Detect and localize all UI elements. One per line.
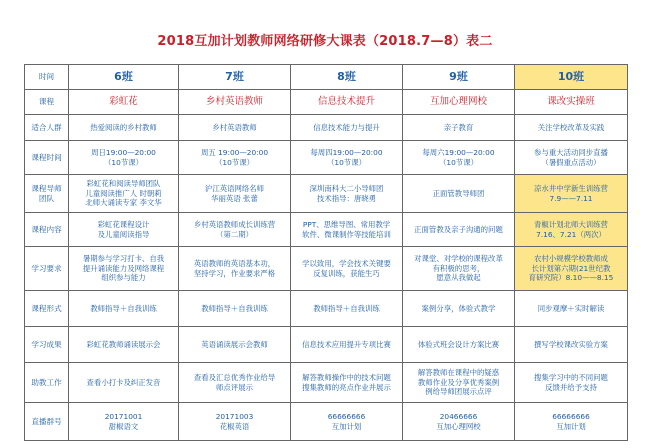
requirements-9 [403, 247, 515, 291]
requirements-6 [69, 247, 179, 291]
class-6: 6班 [69, 65, 179, 90]
requirement-line: 有积极的思考， [432, 263, 485, 273]
group-7 [179, 403, 291, 441]
row-label-line: 课程导师 [31, 183, 62, 193]
group-name: 花椒英语 [219, 421, 250, 431]
group-number: 66666666 [327, 412, 366, 422]
requirement-line: 对课堂、对学校的课程改革 [414, 254, 503, 264]
requirement-line: 育研究院）8.10——8.15 [528, 273, 614, 283]
row-label-schedule: 课程时间 [25, 141, 69, 175]
schedule-line: 周五 19:00—20:00 [200, 148, 269, 158]
class-10: 10班 [515, 65, 628, 90]
table-row [25, 403, 628, 441]
assistant-10 [515, 363, 628, 403]
group-name: 互加心理网校 [436, 421, 481, 431]
mentor-line: 华丽英语 张蕾 [211, 193, 258, 203]
requirement-line: 愿意从我做起 [436, 273, 481, 283]
schedule-8 [291, 141, 403, 175]
schedule-9 [403, 141, 515, 175]
content-8 [291, 213, 403, 247]
page-title: 2018互加计划教师网络研修大课表（2018.7—8）表二 [157, 34, 493, 49]
assistant-line: 教师作业及分享优秀案例 [417, 377, 500, 387]
schedule-line: 每周四19:00—20:00 [310, 148, 383, 158]
table-row [25, 90, 628, 115]
schedule-line: 周日19:00—20:00 [91, 148, 156, 158]
audience-9: 亲子教育 [403, 115, 515, 141]
class-9: 9班 [403, 65, 515, 90]
schedule-line: （10节课） [215, 157, 254, 167]
content-line: 软件、微课制作等技能培训 [302, 229, 391, 239]
format-10: 同步观摩＋实时解读 [515, 291, 628, 327]
schedule-line: （10节课） [327, 157, 366, 167]
row-label-audience: 适合人群 [25, 115, 69, 141]
mentor-line: 深圳南科大二小导师团 [309, 184, 384, 194]
mentors-6 [69, 175, 179, 213]
class-7: 7班 [179, 65, 291, 90]
schedule-table [24, 64, 628, 441]
table-row [25, 175, 628, 213]
assistant-line: 搜集教师的亮点作业并展示 [302, 382, 391, 392]
group-name: 甜椒语文 [108, 421, 139, 431]
content-line: 正面管教及亲子沟通的问题 [414, 224, 503, 234]
outcome-10: 撰写学校课改实验方案 [515, 327, 628, 363]
content-7 [179, 213, 291, 247]
schedule-6 [69, 141, 179, 175]
assistant-line: 查看及汇总优秀作业给导 [193, 373, 276, 383]
schedule-line: （暑假重点活动） [541, 157, 601, 167]
audience-6: 热爱阅读的乡村教师 [69, 115, 179, 141]
mentor-line: 彩虹花和阅读导师团队 [86, 179, 161, 189]
row-label-time: 时间 [25, 65, 69, 90]
class-8: 8班 [291, 65, 403, 90]
mentor-line: 儿童阅读推广人 时朝莉 [85, 188, 162, 198]
course-6: 彩虹花 [69, 90, 179, 115]
outcome-8: 信息技术应用提升专项比赛 [291, 327, 403, 363]
requirement-line: 学以致用，学会技术关键要 [302, 259, 391, 269]
format-7: 教师指导＋自我训练 [179, 291, 291, 327]
row-label-groups: 直播群号 [25, 403, 69, 441]
group-number: 20171001 [104, 412, 143, 422]
group-9 [403, 403, 515, 441]
content-line: 青椒计划北师大训练营 [534, 220, 608, 230]
schedule-line: 参与重大活动同步直播 [534, 148, 608, 158]
schedule-line: （10节课） [104, 157, 143, 167]
content-line: （第二期） [216, 229, 253, 239]
audience-7: 乡村英语教师 [179, 115, 291, 141]
mentor-line: 技术指导：唐晓勇 [316, 193, 377, 203]
assistant-6 [69, 363, 179, 403]
group-name: 互加计划 [331, 421, 362, 431]
course-9: 互加心理网校 [403, 90, 515, 115]
assistant-line: 查看小打卡及纠正发音 [86, 377, 161, 387]
content-line: PPT、思维导图、常用教学 [302, 220, 391, 230]
requirements-10 [515, 247, 628, 291]
content-line: 乡村英语教师成长训练营 [193, 220, 276, 230]
row-label-assistant: 助教工作 [25, 363, 69, 403]
table-row [25, 247, 628, 291]
requirement-line: 坚持学习，作业要求严格 [193, 268, 276, 278]
schedule-10 [515, 141, 628, 175]
table-row [25, 213, 628, 247]
schedule-7 [179, 141, 291, 175]
group-number: 66666666 [552, 412, 590, 422]
table-row [25, 115, 628, 141]
course-7: 乡村英语教师 [179, 90, 291, 115]
requirement-line: 英语教师的英语基本功， [193, 259, 276, 269]
group-name: 互加计划 [556, 421, 586, 431]
table-row [25, 291, 628, 327]
mentor-line: 正面管教导师团 [432, 188, 485, 198]
mentor-line: 凉水井中学新生训练营 [534, 184, 608, 194]
table-row [25, 327, 628, 363]
assistant-line: 例给导师团展示点评 [425, 387, 492, 397]
requirements-8 [291, 247, 403, 291]
requirement-line: 提升诵读能力及网络课程 [82, 263, 165, 273]
assistant-line: 师点评展示 [216, 382, 253, 392]
content-line: 及儿童阅读指导 [97, 229, 150, 239]
group-8 [291, 403, 403, 441]
group-number: 20171003 [215, 412, 254, 422]
row-label-format: 课程形式 [25, 291, 69, 327]
row-label-content: 课程内容 [25, 213, 69, 247]
mentors-8 [291, 175, 403, 213]
audience-8: 信息技术能力与提升 [291, 115, 403, 141]
assistant-9 [403, 363, 515, 403]
mentors-9 [403, 175, 515, 213]
mentor-line: 北师大诵读专家 李文华 [85, 198, 162, 208]
outcome-6: 彩虹花教师诵读展示会 [69, 327, 179, 363]
requirement-line: 组织参与能力 [101, 273, 146, 283]
row-label-outcomes: 学习成果 [25, 327, 69, 363]
group-6 [69, 403, 179, 441]
row-label-mentors [25, 175, 69, 213]
assistant-line: 反馈并给予支持 [545, 382, 597, 392]
format-6: 教师指导＋自我训练 [69, 291, 179, 327]
format-9: 案例分享，体验式教学 [403, 291, 515, 327]
assistant-7 [179, 363, 291, 403]
row-label-course: 课程 [25, 90, 69, 115]
outcome-7: 英语诵读展示会教师 [179, 327, 291, 363]
assistant-8 [291, 363, 403, 403]
content-line: 彩虹花课程设计 [97, 220, 150, 230]
format-8: 教师指导＋自我训练 [291, 291, 403, 327]
course-10: 课改实操班 [515, 90, 628, 115]
content-9 [403, 213, 515, 247]
mentor-line: 7.9——7.11 [549, 193, 593, 203]
schedule-line: （10节课） [439, 157, 478, 167]
mentor-line: 沪江英语网络名师 [204, 184, 265, 194]
content-6 [69, 213, 179, 247]
requirement-line: 暑期参与学习打卡、自我 [82, 254, 165, 264]
requirement-line: 反复训练，获能生巧 [313, 268, 380, 278]
assistant-line: 解答教师操作中的技术问题 [302, 373, 391, 383]
requirement-line: 长计划第六期(21世纪教 [531, 263, 611, 273]
table-row [25, 141, 628, 175]
schedule-line: 每周六19:00—20:00 [422, 148, 495, 158]
content-line: 7.16、7.21（两次） [536, 229, 606, 239]
group-10 [515, 403, 628, 441]
content-10 [515, 213, 628, 247]
outcome-9: 体验式班会设计方案比赛 [403, 327, 515, 363]
mentors-7 [179, 175, 291, 213]
table-row [25, 65, 628, 90]
mentors-10 [515, 175, 628, 213]
assistant-line: 搜集学习中的不同问题 [534, 373, 608, 383]
row-label-requirements: 学习要求 [25, 247, 69, 291]
course-8: 信息技术提升 [291, 90, 403, 115]
group-number: 20466666 [439, 412, 478, 422]
assistant-line: 解答教师在课程中的疑惑 [417, 368, 500, 378]
requirement-line: 农村小规模学校教师成 [534, 254, 608, 264]
audience-10: 关注学校改革及实践 [515, 115, 628, 141]
requirements-7 [179, 247, 291, 291]
table-row [25, 363, 628, 403]
row-label-line: 团队 [38, 193, 55, 203]
